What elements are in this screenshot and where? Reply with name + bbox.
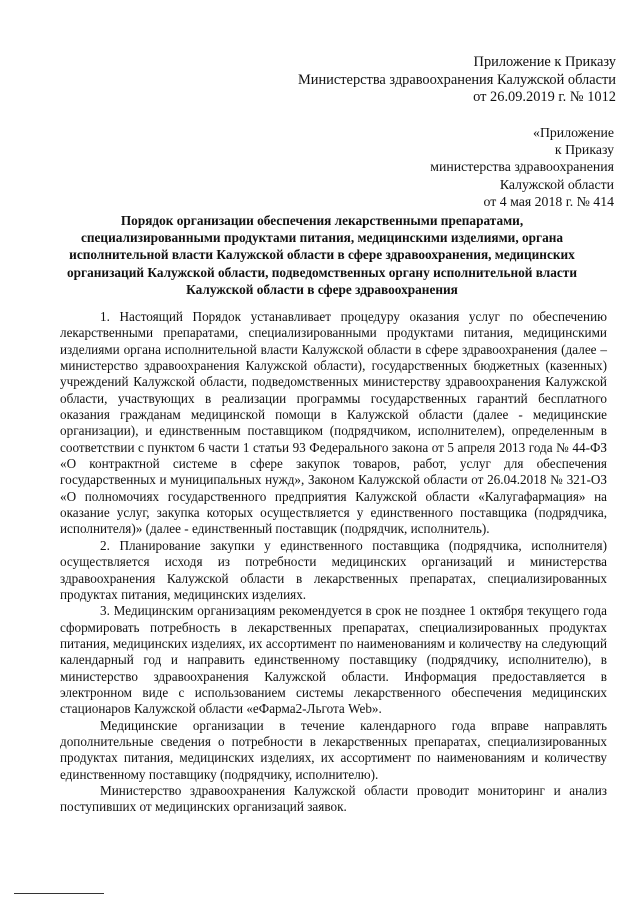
footnote-divider [14, 893, 104, 894]
paragraph-2: 2. Планирование закупки у единственного поставщика (подрядчика, исполнителя) осуществляется исходя из потребности медицинских организаций и министерства здравоохранения Калужской области в лекарственных препаратах, специализированных продуктах питания, медицинских изделиях. [60, 537, 607, 602]
order-appendix-header [298, 54, 616, 107]
header2-line-5: от 4 мая 2018 г. № 414 [483, 193, 614, 209]
header2-line-1: «Приложение [533, 125, 614, 140]
header2-line-4: Калужской области [499, 176, 614, 192]
paragraph-1: 1. Настоящий Порядок устанавливает процедуру оказания услуг по обеспечению лекарственными препаратами, специализированными продуктами питания, медицинскими изделиями органа исполнительной власти Калужской области в сфере здравоохранения (далее – министерство здравоохранения Калужской области), государственных бюджетных (казенных) учреждений Калужской области, подведомственных министерству здравоохранения Калужской области, участвующих в реализации программы государственных гарантий бесплатного оказания гражданам медицинской помощи в Калужской области (далее - медицинские организации), и единственным поставщиком (подрядчиком, исполнителем), определенным в соответствии с пунктом 6 части 1 статьи 93 Федерального закона от 5 апреля 2013 года № 44-ФЗ «О контрактной системе в сфере закупок товаров, работ, услуг для обеспечения государственных и муниципальных нужд», Законом Калужской области от 26.04.2018 № 321-ОЗ «О полномочиях государственного предприятия Калужской области «Калугафармация» на оказание услуг, закупка которых осуществляется у единственного поставщика (подрядчика, исполнителя)» (далее - единственный поставщик (подрядчик, исполнитель). [60, 309, 607, 537]
paragraph-3: 3. Медицинским организациям рекомендуется в срок не позднее 1 октября текущего года сформировать потребность в лекарственных препаратах, специализированных продуктах питания, медицинских изделиях, их ассортимент по наименованиям и количеству на следующий календарный год и направить единственному поставщику (подрядчику, исполнителю), в министерство здравоохранения Калужской области. Информация предоставляется в электронном виде с использованием системы лекарственного обеспечения медицинских стационаров Калужской области «еФарма2-Льгота Web». [60, 603, 607, 717]
document-body [60, 309, 607, 816]
original-appendix-header [430, 124, 614, 210]
header2-line-3: министерства здравоохранения [430, 159, 614, 175]
header2-line-2: к Приказу [554, 142, 614, 158]
header-line-2: Министерства здравоохранения Калужской области [297, 71, 616, 88]
document-title: Порядок организации обеспечения лекарственными препаратами, специализированными продуктами питания, медицинскими изделиями, органа исполнительной власти Калужской области в сфере здравоохранения, медицинских организаций Калужской области, подведомственных органу исполнительной власти Калужской области в сфере здравоохранения [67, 213, 577, 297]
paragraph-5: Министерство здравоохранения Калужской области проводит мониторинг и анализ поступивших от медицинских организаций заявок. [60, 782, 607, 815]
header-line-1: Приложение к Приказу [473, 54, 616, 70]
paragraph-4: Медицинские организации в течение календарного года вправе направлять дополнительные сведения о потребности в лекарственных препаратах, специализированных продуктах питания, медицинских изделиях, их ассортимент по наименованиям и количеству единственному поставщику (подрядчику, исполнителю). [60, 717, 607, 782]
header-line-3: от 26.09.2019 г. № 1012 [473, 89, 616, 105]
